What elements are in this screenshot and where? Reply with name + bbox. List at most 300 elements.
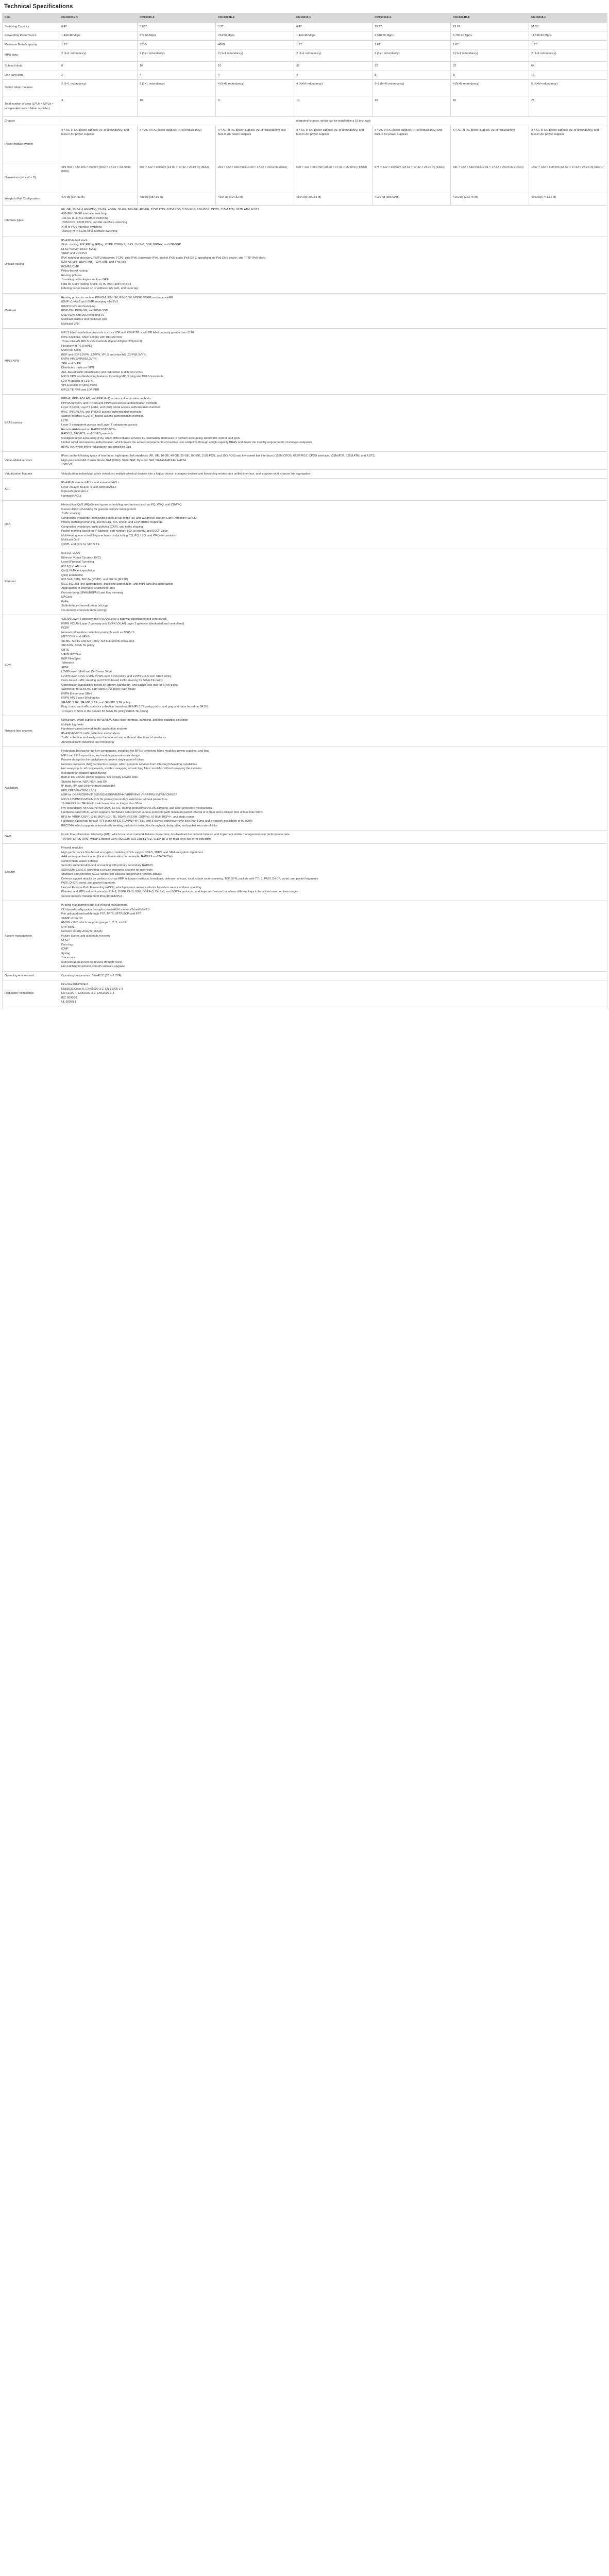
spec-line: EN55032/Class A, EN 61000-3-2, EN 61000-3-3 (61, 987, 123, 991)
spec-line: BFD,CFP/VPN/TE/VLL/VLL (61, 789, 97, 792)
spec-cell: 2 (1+1 redundancy) (373, 49, 451, 62)
row-label: Unicast routing (3, 236, 59, 293)
spec-line: APMI (61, 666, 69, 669)
spec-cell: 2 (1+1 redundancy) (294, 49, 373, 62)
row-label: Security (3, 844, 59, 901)
spec-row (3, 31, 607, 41)
spec-line: SSH/SSHv1.5/v2.0, providing a secure encrypted channel for user login (61, 868, 153, 872)
spec-cell (59, 469, 607, 479)
spec-cell: 2 (1+1 redundancy) (529, 49, 607, 62)
spec-row (3, 844, 607, 901)
spec-line: 1588 V2 (61, 463, 72, 466)
spec-line: CLI-based configuration through console/AUX modem/Telnet/SSH2.0 (61, 908, 150, 911)
spec-cell (59, 395, 607, 452)
spec-line: Hierarchical QoS (HQoS) and queue scheduling mechanisms such as PQ, WFQ, and CBWFQ (61, 503, 182, 506)
spec-cell: 2 (59, 71, 138, 80)
spec-cell: 4 (N+M redundancy) (451, 80, 529, 96)
spec-cell: 1.6T (294, 40, 373, 49)
spec-line: Static routing, RIP, RIPng, RIPng, OSPF, OSPFv3, IS-IS, IS-ISv6, BGP, BGP4+, and MP-BGP (61, 243, 181, 246)
spec-cell: 4 × AC or DC power supplies (N+M redundancy) and built-in AC power supplies (216, 126, 294, 163)
column-header: CR16006-F (138, 13, 216, 23)
spec-line: IPsec on the following types of interfaces: high-speed link interfaces (FE, GE, 10-GE, 40-GE, 50-GE, 100-GE, 2.5G POS, and 10G POS) and low-speed link interfaces (155M CPOS, 622M POS, CPOS interface, 155M ATM, 622M ATM, and E1/T1) (61, 454, 376, 457)
row-label: Network flow analysis (3, 716, 59, 747)
spec-cell: 5,796.40 Mpps (451, 31, 529, 41)
spec-line: EVPN VXLAN Layer 2 gateway and EVPN VXLAN Layer 3 gateway (distributed and centralized) (61, 622, 184, 625)
spec-line: ICMPv6 MIB, UDP6 MIB, TCP6 MIB, and IPv6 MIB (61, 261, 127, 264)
row-label: Maximum Board capacity (3, 40, 59, 49)
spec-line: SPE and BoPE (61, 362, 81, 365)
spec-line: NETCONF and YANG (61, 635, 90, 638)
spec-row (3, 126, 607, 163)
spec-cell: 10 (138, 96, 216, 117)
spec-row (3, 293, 607, 329)
spec-cell: 14 (294, 96, 373, 117)
spec-line: Traffic shaping (61, 512, 80, 515)
spec-line: L3VPN over SRv6 and IS-IS over SRv6 (61, 670, 112, 673)
spec-cell: 3.867 (138, 22, 216, 31)
spec-cell: 1.6T (529, 40, 607, 49)
spec-cell: 8 (451, 71, 529, 80)
spec-line: Congestion avoidance, traffic policing (CAR), and traffic shaping (61, 525, 143, 529)
row-label: Value-added services (3, 452, 59, 470)
spec-line: Failure alarms and automatic recovery (61, 934, 111, 938)
spec-line: DHCP Server, DHCP Relay (61, 247, 97, 251)
spec-line: Ping, trace, and traffic statistics collection based on SR-MPLS TE policy paths, and ping and trace based on SR BE (61, 705, 209, 708)
spec-line: MACsec (61, 596, 73, 599)
column-header: CR16003E-F (59, 13, 138, 23)
spec-cell: 1667 × 442 × 600 mm (66.62 × 17.32 × 23.20 in) (36RU) (529, 163, 607, 193)
spec-line: IPv4/IPv6 standard ACLs and extended ACLs (61, 481, 120, 484)
spec-table (2, 13, 607, 1007)
row-label: MPLS VPN (3, 329, 59, 395)
spec-line: Distributed multicast VPN (61, 366, 94, 369)
spec-line: Routing policies (61, 274, 82, 277)
column-header: CR16006E-F (216, 13, 294, 23)
spec-cell: 2 (1+1 redundancy) (59, 49, 138, 62)
spec-row (3, 452, 607, 470)
spec-cell (59, 971, 607, 980)
spec-line: Abnormal traffic detection and monitoring (61, 740, 114, 744)
spec-line: Security authentication and accounting with primary secondary RADIUS (61, 864, 153, 867)
spec-row (3, 80, 607, 96)
spec-line: Color-based traffic steering and DSCP-based traffic steering for SRv6-TE policy (61, 679, 163, 682)
spec-line: Port mirroring (SPAN/RSPAN) and flow mirroring (61, 591, 124, 595)
spec-cell: 4 × AC or DC power supplies (N+M redundancy) and built-in AC power supplies (373, 126, 451, 163)
spec-row (3, 615, 607, 716)
spec-line: L2TP (61, 419, 69, 422)
spec-line: Multi-level queue scheduling mechanisms (including CQ, PQ, LLQ, and WFQ) for packets (61, 534, 176, 537)
spec-cell (59, 236, 607, 293)
spec-cell: 320G (138, 40, 216, 49)
spec-line: AAA security authentication (local authentication, for example, RADIUS and TACACS+) (61, 855, 173, 858)
spec-line: Redundant backup for the key components, including the MPUs, switching fabric modules, power supplies, and fans (61, 750, 209, 753)
spec-cell: 400G (216, 40, 294, 49)
spec-line: Traffic collection and analysis in the inbound and outbound directions of interfaces (61, 736, 166, 739)
spec-row (3, 40, 607, 49)
spec-line: CBTS (61, 648, 69, 652)
spec-cell: 6.47 (59, 22, 138, 31)
spec-cell (59, 831, 607, 844)
row-label: Operating environment (3, 971, 59, 980)
spec-line: IPv4/IPv6/MPLS traffic collection and analysis (61, 732, 120, 735)
spec-cell (59, 452, 607, 470)
spec-line: QPPB, and QoS for MPLS TE (61, 543, 100, 546)
spec-line: Packet marking based on IP address, port number, 802.1p priority, and DSCP value (61, 530, 168, 533)
spec-cell: 1.6T (451, 40, 529, 49)
spec-line: Network processor (NP) architecture design, which prevents services from affecting forwarding capabilities (61, 762, 197, 766)
spec-line: Defense against attacks by packets such as ARP, unknown multicast, broadcast, unknown unicast, local subnet route scanning, TCP SYN, packets with TTL 1, PADI, DHCP, portal, and packet fragments (61, 877, 318, 880)
spec-line: PIM6-DM, PIM6-SM, and PIM6-SSM (61, 309, 109, 312)
spec-line: Layer 2/Layer 3/Layer 4 user-defined ACLs (61, 485, 116, 489)
spec-line: IP trunk, RP, and Ethernet trunk protection (61, 785, 115, 788)
spec-line: PCEP (61, 626, 70, 630)
spec-cell: 1.6T (373, 40, 451, 49)
spec-line: DHCP (61, 939, 70, 942)
row-label: Virtualization features (3, 469, 59, 479)
spec-line: Ingress/Egress ACLs (61, 490, 89, 493)
spec-cell: Integrated chassis, which can be installed in a 19-inch rack (59, 117, 607, 126)
page-title: Technical Specifications (4, 4, 73, 10)
spec-line: ACL-based traffic identification and redirection to different VPNs (61, 370, 143, 374)
spec-cell: 3.27 (216, 22, 294, 31)
spec-line: NTP clock (61, 925, 75, 929)
spec-cell: 11,596.80 Mpps (529, 31, 607, 41)
row-label: QoS (3, 501, 59, 549)
row-label: Total number of slots (LPUs + MPUs + independent switch fabric modules) (3, 96, 59, 117)
spec-line: Layer 3 portal, Layer 3 portal, and QinQ portal access authentication methods (61, 406, 161, 409)
spec-cell: 6 × AC or DC power supplies (N+M redundancy) (451, 126, 529, 163)
spec-line: TI-LFA FRR for SRv6 with switchover time no longer than 50ms (61, 802, 142, 805)
spec-cell: 1,440.40 Mpps (294, 31, 373, 41)
spec-row (3, 469, 607, 479)
spec-line: Built-in DC and AC power supplies, nor occupy service slots (61, 776, 138, 779)
spec-line: PW redundancy, MPLS/Ethernet OAM, Y.1731, routing protocol/port/VLAN damping, and other protection mechanisms (61, 806, 212, 810)
spec-cell (59, 501, 607, 549)
spec-line: Hardware-based network traffic application analysis (61, 727, 127, 731)
spec-cell: 579.64 Mpps (138, 31, 216, 41)
spec-line: Intelligent target accounting (ITA), which differentiates services by destination addresses to perform accounting, bandwidth control, and QoS (61, 436, 240, 440)
spec-cell: 51.27 (529, 22, 607, 31)
spec-line: Syslog (61, 952, 70, 955)
spec-cell: 4 × AC or DC power supplies (N+M redundancy) and built-in AC power supplies (59, 126, 138, 163)
spec-line: Hardware-based fast reroute (FRR) and MPLS TE/VPN/PW FRR, with a service switchover time less than 50ms and a network availability of 99.999% (61, 820, 253, 823)
spec-line: QinQ VLAN encapsulation (61, 569, 95, 572)
spec-cell (59, 615, 607, 716)
spec-line: TWAMP, MPLS OAM, VRRP, Ethernet OAM (802.3ah, 802.1ag/Y.1731), LLDP, BFD for multi-level fast error detection (61, 837, 211, 841)
spec-line: Subnet-interface (L2VPN)-based access authentication methods (61, 415, 144, 418)
spec-line: Congestion avoidance technologies such as tail drop (TD) and Weighted Random Early Detection (WRED) (61, 516, 197, 520)
spec-line: SubInterface channelization (slicing) (61, 604, 108, 607)
spec-line: On-demand channelization (slicing) (61, 608, 107, 612)
spec-line: BGP and LDP L2VPN, L2VPN, VPLS and inter-AS L2VPN/L3VPN (61, 353, 146, 357)
spec-line: PoE+ (61, 600, 69, 603)
spec-line: 5-level HQoS scheduling for granular service management (61, 507, 137, 511)
row-label: Forwarding Performance (3, 31, 59, 41)
row-label: Interface types (3, 205, 59, 236)
spec-cell: 4 × AC or DC power supplies (N+M redundancy) (138, 126, 216, 163)
spec-line: Passive design for the backplane to prevent single point of failure (61, 758, 145, 761)
row-label: Line card slots (3, 71, 59, 80)
spec-cell: 2 (1+1 redundancy) (451, 49, 529, 62)
spec-cell: <70 kg (154.32 lb) (59, 193, 138, 205)
spec-line: Stateful failover, NSF, NSR, and GR (61, 780, 108, 784)
spec-cell: 4 (138, 71, 216, 80)
spec-line: Multicast policies and multicast QoS (61, 318, 108, 321)
spec-cell: 4 (N+M redundancy) (294, 80, 373, 96)
spec-line: Multicast QoS (61, 538, 79, 541)
row-label: BRAS service (3, 395, 59, 452)
spec-line: Operating temperature: 0 to 40°C (32 to 110°F) (61, 974, 122, 977)
spec-row (3, 971, 607, 980)
spec-cell (59, 980, 607, 1007)
row-label: Subcard slots (3, 62, 59, 71)
spec-line: 802.1Q, VLAN (61, 552, 80, 555)
row-label: Chassis (3, 117, 59, 126)
spec-cell: 4 (294, 71, 373, 80)
spec-line: Data logs (61, 943, 74, 946)
column-header: CR16014H-F (451, 13, 529, 23)
spec-cell (59, 549, 607, 615)
spec-line: Hardware ACLs (61, 494, 82, 498)
spec-line: VPLS access in QinQ mode (61, 384, 97, 387)
spec-line: PPPoA function, and PPPoA and PPPoEoA access authentication methods (61, 401, 157, 405)
spec-line: MPU and LPU separation, and module pass-substrate design (61, 754, 140, 757)
spec-line: Unicast Reverse Path Forwarding (uRPF), which prevents network attacks based on source address spoofing (61, 886, 201, 889)
spec-line: PPPoE, PPPoE/VLAN, and PPPoEoQ access authentication methods (61, 397, 151, 400)
spec-cell: 2 (1+1 redundancy) (59, 80, 138, 96)
spec-line: Routing protocols such as PIM-DM, PIM-SM, PIM-SSM, MSDP, MBGP, and anycast-RP (61, 296, 174, 299)
spec-cell: 575 × 442 × 650 mm (22.64 × 17.32 × 23.70 in) (13RU) (373, 163, 451, 193)
spec-cell: <130 kg (286.60 lb) (373, 193, 451, 205)
spec-line: ECMP/UCMP (61, 265, 79, 268)
row-label: OAM (3, 831, 59, 844)
spec-row (3, 831, 607, 844)
spec-line: High-performance flow-based encryption modules, which support 3DES, 3DES, and SM4 encryption algorithms (61, 851, 204, 854)
spec-cell: 724.50 Mpps (216, 31, 294, 41)
spec-cell (59, 747, 607, 831)
spec-line: Plaintext and MD5 authentication for RIPv2, OSPF, IS-IS, BGP, OSPFv3, IS-ISv6, and BGP4+ protocols, and keychain feature that allows different keys to be active based on time ranges (61, 890, 298, 893)
spec-row (3, 395, 607, 452)
spec-line: UL 60950-1 (61, 1001, 77, 1004)
spec-cell (59, 329, 607, 395)
spec-line: IEEE 802.3ad (link aggregation), static link aggregation, and multi-card link aggregation (61, 582, 173, 586)
spec-line: L2VPN over SRv6, EVPN VPWS over SRv6 policy, and EVPN VPLS over SRv6 policy (61, 674, 172, 678)
spec-row (3, 96, 607, 117)
spec-cell: <83 kg (187.39 lb) (138, 193, 216, 205)
spec-line: 802.1Q VLAN trunk (61, 565, 87, 568)
spec-cell: 16 (529, 71, 607, 80)
spec-line: Multiple log hosts (61, 723, 84, 726)
spec-line: Intelligent fan rotation speed tuning (61, 771, 107, 775)
spec-cell: <160 kg (363.76 lb) (451, 193, 529, 205)
spec-line: NSR for OSPF/OSPFv3/ISIS/ISISv6/BGP/BGP4+/VRRP/IPv6 VRRP/PIM SM/PIM DM/LDP (61, 793, 178, 796)
spec-cell: <350 kg (771.62 lb) (529, 193, 607, 205)
spec-line: 10 layers of SIDs in the header for SRv6 TE policy (SRv6-TE policy) (61, 709, 148, 713)
spec-line: Multicast VPN (61, 322, 80, 326)
spec-line: SR-BE, SR-TE and SR Policy, SR-TLLFA/Anti-micro-loop (61, 639, 134, 643)
spec-line: BRAS HA, which offers redundancy and simplifies Ops (61, 445, 131, 449)
spec-page (0, 0, 609, 1007)
spec-line: EN 61000-1, EN61000-3-2, EN61000-3-3 (61, 992, 114, 995)
spec-row (3, 193, 607, 205)
row-label: Regulatory compliance (3, 980, 59, 1007)
row-label: Ethernet (3, 549, 59, 615)
spec-line: VRRP and VRRPv3 (61, 252, 87, 255)
spec-cell (59, 716, 607, 747)
spec-line: Layer 2 transparent access and Layer 3 transparent access (61, 423, 138, 427)
spec-line: Unified wired and wireless authentication, which meets the access requirements of massive user endpoints through a high-capacity BRAS and meets the mobility requirements of wireless endpoints (61, 441, 312, 444)
spec-line: Filtering routes based on IP address, AS path, and route tag (61, 287, 138, 290)
spec-line: Policy-based routing (61, 269, 88, 273)
spec-row (3, 49, 607, 62)
spec-line: MPLS L3VPN/IPv6/PE/MPLS TE primary/secondary switchover without packet loss (61, 798, 168, 801)
spec-cell: 2 (1+1 redundancy) (138, 80, 216, 96)
spec-line: Aggregation of interfaces at different rates (61, 587, 115, 590)
spec-line: SRv6-BE, SRv6 TE policy (61, 644, 95, 647)
spec-cell: 1.6T (59, 40, 138, 49)
spec-line: Remote AAA based on RADIUS/TACACS+ (61, 428, 116, 431)
spec-line: Tunneling technologies such as GRE (61, 278, 109, 281)
spec-line: Network information collection protocols such as BGP-LS (61, 631, 134, 634)
spec-cell: 353 × 442 × 600 mm (13.90 × 17.32 × 25.98 in) (8RU) (138, 163, 216, 193)
spec-line: Optimization (capabilities based on latency, bandwidth, and packet loss rate for SRv6 policy (61, 683, 178, 687)
spec-line: Three inter-AS MPLS VPN methods (Option1/Option2/Option3) (61, 340, 142, 343)
spec-line: EVPN VPLS over SRv6 policy (61, 697, 100, 700)
spec-cell: 32 (294, 62, 373, 71)
spec-cell: 500 × 442 × 650 mm (20.00 × 17.32 × 25.59 in) (12RU) (294, 163, 373, 193)
spec-cell (59, 205, 607, 236)
column-header: Item (3, 13, 59, 23)
spec-cell: 4,348.00 Mpps (373, 31, 451, 41)
row-label: Weight in Full Configuration (3, 193, 59, 205)
row-label: Power module system (3, 126, 59, 163)
spec-line: Firewall modules (61, 846, 83, 850)
spec-cell: <104 kg (104.32 lb) (216, 193, 294, 205)
row-label: ACL (3, 479, 59, 501)
spec-line: Multi-threaded access to devices through Telnet (61, 960, 123, 964)
spec-line: Priority marking/remarking, and 802.1p, ToS, DSCP, and EXP priority mappings (61, 521, 163, 524)
spec-cell: 25.97 (451, 22, 529, 31)
spec-row (3, 716, 607, 747)
spec-line: SNMP v1/v2c/v3 (61, 917, 83, 920)
spec-line: In-band management and out-of-band management (61, 904, 128, 907)
spec-line: Ethernet Virtual Circuits ( EVC) (61, 556, 101, 560)
spec-line: VXLAN Layer 2 gateway and VXLAN Layer 3 gateway (distributed and centralized) (61, 618, 167, 621)
spec-line: Multi-role hosts (61, 349, 81, 352)
spec-line: iCMP (61, 947, 69, 951)
spec-row (3, 479, 607, 501)
spec-line: Virtualization technology, which virtualizes multiple physical devices into a logical device, manages devices and forwarding entries on a unified interface, and supports multi-chassis link aggregation (61, 472, 311, 476)
spec-line: Hot swapping for all components, and hot swapping of switching fabric modules without removing the modules (61, 767, 202, 770)
spec-cell: 264 × 442 × 600 mm (10.39 × 17.32 × 23.62 in) (6RU) (216, 163, 294, 193)
spec-line: BFD for VRRP, OSPF, IS-IS, BGP, LDP, TE, RSVP, VSSRM, OSPFv3, IS-ISv6, BGP4+, and static routes (61, 815, 195, 819)
spec-line: FRR for static routing, OSPF, IS-IS, BGP, and OSPFv3 (61, 282, 131, 286)
spec-row (3, 236, 607, 293)
spec-line: In-situ flow information telemetry (iFIT), which can detect network failures in real time, troubleshoot the network failures, and implement visible management over performance data (61, 833, 290, 836)
spec-line: PADI, DHCP, portal, and packet fragments (61, 882, 115, 885)
spec-line: SR-MPLS BE, SR-MPLS TE, and SR-MPLS TE policy (61, 701, 130, 704)
header-row (3, 13, 607, 23)
spec-line: 802.3ad (STP), 802.3w (RSTP), and 802.3s (MSTP) (61, 578, 128, 581)
spec-cell: 19.27 (373, 22, 451, 31)
spec-row (3, 205, 607, 236)
spec-cell: 15 (451, 96, 529, 117)
row-label: MPU slots (3, 49, 59, 62)
spec-row (3, 62, 607, 71)
spec-line: OpenFlow v1.3 (61, 653, 81, 656)
spec-line: EVPN E-tree over SRv6 (61, 692, 92, 696)
spec-line: Secure network management through SNMPv3 (61, 894, 122, 898)
spec-cell: 2 (1+1 redundancy) (138, 49, 216, 62)
spec-cell (59, 293, 607, 329)
spec-line: P/PE functions, which comply with RFC2547bis (61, 335, 122, 339)
spec-cell: 23 (529, 96, 607, 117)
spec-row (3, 980, 607, 1007)
spec-line: Layer2Protocol Tunneling (61, 561, 94, 564)
spec-cell: 4 (N+M redundancy) (216, 80, 294, 96)
spec-line: 100-GE to 40-GE interface switching (61, 216, 108, 220)
spec-cell: 4 × AC or DC power supplies (N+M redundancy) and built-in AC power supplies (294, 126, 373, 163)
spec-cell: 4 (59, 96, 138, 117)
spec-row (3, 501, 607, 549)
spec-line: MPLS VPN troubleshooting features, including MPLS ping and MPLS traceroute (61, 375, 164, 378)
spec-line: FE, GE, 10-GE (LAN/WAN), 25-GE, 40-GE, 50-GE, 100-GE, 400-GE, 155M POS, 622M POS, 2.5G POS, 10G POS, CPOS, 155M ATM, 622M ATM, E1/T1 (61, 208, 259, 211)
spec-cell: 8 (59, 62, 138, 71)
spec-line: 155M POS, 622M POS, and GE interface switching (61, 221, 127, 224)
spec-cell: 12 (373, 96, 451, 117)
spec-line: IEC 60950-1 (61, 996, 78, 999)
column-header: CR16010E-F (373, 13, 451, 23)
spec-line: 400-GE/100-GE interface switching (61, 212, 107, 215)
spec-line: IGMP Proxy and Snooping (61, 304, 96, 308)
spec-table-body (3, 22, 607, 1007)
spec-cell: 219 mm × 442 mm × 450mm (8.62 × 17.32 × 23.70 in) (5RU) (59, 163, 138, 193)
spec-cell: 6 (216, 96, 294, 117)
spec-line: QinQ termination (61, 573, 83, 577)
spec-cell: 4 (216, 71, 294, 80)
spec-cell: 32 (373, 62, 451, 71)
spec-row (3, 117, 607, 126)
spec-line: MPLS-TE FRR and LDP FRR (61, 388, 99, 392)
spec-line: L2VPN access to L3VPN (61, 379, 94, 383)
row-label: System management (3, 901, 59, 972)
spec-line: RADIUS, TACACS, and COPS protocols (61, 432, 113, 435)
spec-row (3, 71, 607, 80)
spec-line: NetStream, which supports the v5/v8/v9 data export formats, sampling, and flow statistics collection (61, 719, 188, 722)
spec-cell: 64 (529, 62, 607, 71)
spec-line: File upload/download through FTP, TFTP, SFTP/SCP, and FTP (61, 912, 142, 916)
spec-cell (59, 479, 607, 501)
spec-cell: <104 kg (300.51 lb) (294, 193, 373, 205)
spec-line: EVPN VPLS/VPWS/L3VPN (61, 358, 97, 361)
spec-cell: 2+2 (N+M redundancy) (373, 80, 451, 96)
spec-row (3, 901, 607, 972)
spec-line: Hierarchy of PE (HoPE) (61, 344, 92, 348)
row-label: Availability (3, 747, 59, 831)
spec-line: Telemetry (61, 662, 74, 665)
spec-cell (59, 844, 607, 901)
spec-row (3, 329, 607, 395)
spec-line: High-precision NAT: Carrier Grade NAT (CGN), Static NAT, Dynamic NAT, NAT44/NAT444, NAT64 (61, 459, 186, 462)
spec-cell (59, 901, 607, 972)
spec-line: IGMP v1/v2/v3 and IGMP snooping v1/v2/v3 (61, 300, 118, 303)
spec-line: Control plane attack defense (61, 859, 98, 863)
spec-cell: 16 (216, 62, 294, 71)
spec-line: Hot patching to achieve smooth software upgrade (61, 965, 125, 968)
spec-cell: 6.47 (294, 22, 373, 31)
spec-row (3, 22, 607, 31)
row-label: Multicast (3, 293, 59, 329)
